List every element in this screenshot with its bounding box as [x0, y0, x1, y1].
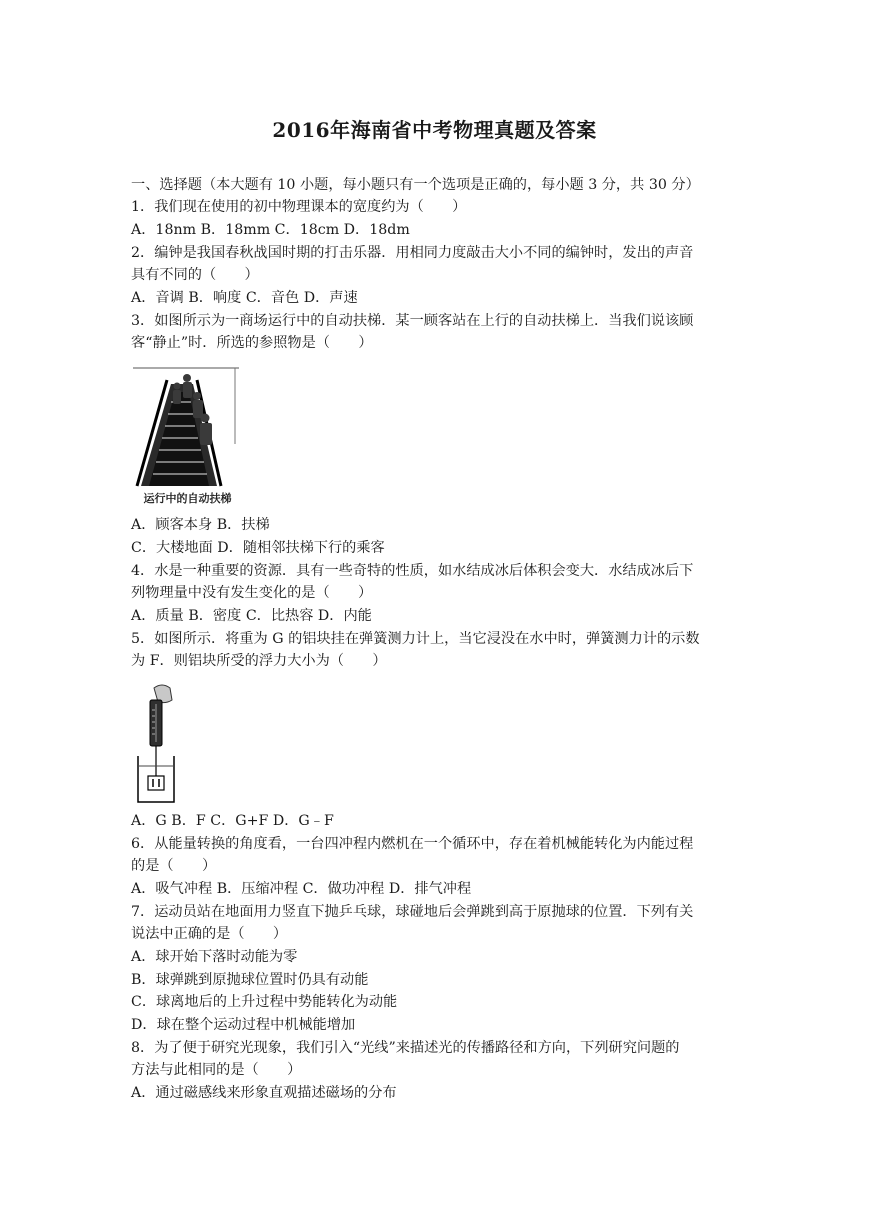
q7-option-c: C．球离地后的上升过程中势能转化为动能 — [131, 994, 398, 1010]
q7-option-d: D．球在整个运动过程中机械能增加 — [131, 1017, 356, 1033]
q7-stem-line1: 7．运动员站在地面用力竖直下抛乒乓球，球碰地后会弹跳到高于原抛球的位置．下列有关 — [131, 904, 694, 920]
q3-options-line1: A．顾客本身 B．扶梯 — [131, 517, 270, 533]
escalator-figure — [131, 364, 244, 506]
q2-stem-line2: 具有不同的（ ） — [131, 267, 259, 283]
q3-options-line2: C．大楼地面 D．随相邻扶梯下行的乘客 — [131, 540, 385, 556]
q3-stem-line2: 客“静止”时．所选的参照物是（ ） — [131, 335, 373, 351]
section-header: 一、选择题（本大题有 10 小题，每小题只有一个选项是正确的，每小题 3 分，共 30 分） — [131, 177, 700, 193]
q1-stem: 1．我们现在使用的初中物理课本的宽度约为（ ） — [131, 199, 467, 215]
q4-stem-line1: 4．水是一种重要的资源．具有一些奇特的性质，如水结成冰后体积会变大．水结成冰后下 — [131, 563, 694, 579]
q8-stem-line1: 8．为了便于研究光现象，我们引入“光线”来描述光的传播路径和方向，下列研究问题的 — [131, 1040, 680, 1056]
q6-stem-line2: 的是（ ） — [131, 858, 217, 874]
q8-stem-line2: 方法与此相同的是（ ） — [131, 1062, 302, 1078]
q6-options: A．吸气冲程 B．压缩冲程 C．做功冲程 D．排气冲程 — [131, 881, 472, 897]
q6-stem-line1: 6．从能量转换的角度看，一台四冲程内燃机在一个循环中，存在着机械能转化为内能过程 — [131, 836, 694, 852]
spring-scale-illustration — [132, 682, 180, 806]
q7-option-b: B．球弹跳到原抛球位置时仍具有动能 — [131, 972, 369, 988]
q4-options: A．质量 B．密度 C．比热容 D．内能 — [131, 608, 372, 624]
q2-stem-line1: 2．编钟是我国春秋战国时期的打击乐器．用相同力度敲击大小不同的编钟时，发出的声音 — [131, 245, 694, 261]
q3-stem-line1: 3．如图所示为一商场运行中的自动扶梯．某一顾客站在上行的自动扶梯上．当我们说该顾 — [131, 313, 694, 329]
q4-stem-line2: 列物理量中没有发生变化的是（ ） — [131, 585, 373, 601]
q5-stem-line1: 5．如图所示．将重为 G 的铝块挂在弹簧测力计上，当它浸没在水中时，弹簧测力计的示数 — [131, 631, 700, 647]
q1-options: A．18nm B．18mm C．18cm D．18dm — [131, 222, 410, 238]
q5-stem-line2: 为 F．则铝块所受的浮力大小为（ ） — [131, 653, 387, 669]
escalator-caption: 运行中的自动扶梯 — [143, 492, 232, 505]
q7-option-a: A．球开始下落时动能为零 — [131, 949, 298, 965]
spring-scale-figure — [132, 682, 180, 806]
page-title: 2016年海南省中考物理真题及答案 — [272, 118, 597, 142]
escalator-illustration — [131, 364, 244, 488]
q5-options: A．G B．F C．G+F D．G﹣F — [131, 813, 334, 829]
q8-option-a: A．通过磁感线来形象直观描述磁场的分布 — [131, 1085, 397, 1101]
q2-options: A．音调 B．响度 C．音色 D．声速 — [131, 290, 358, 306]
q7-stem-line2: 说法中正确的是（ ） — [131, 926, 288, 942]
